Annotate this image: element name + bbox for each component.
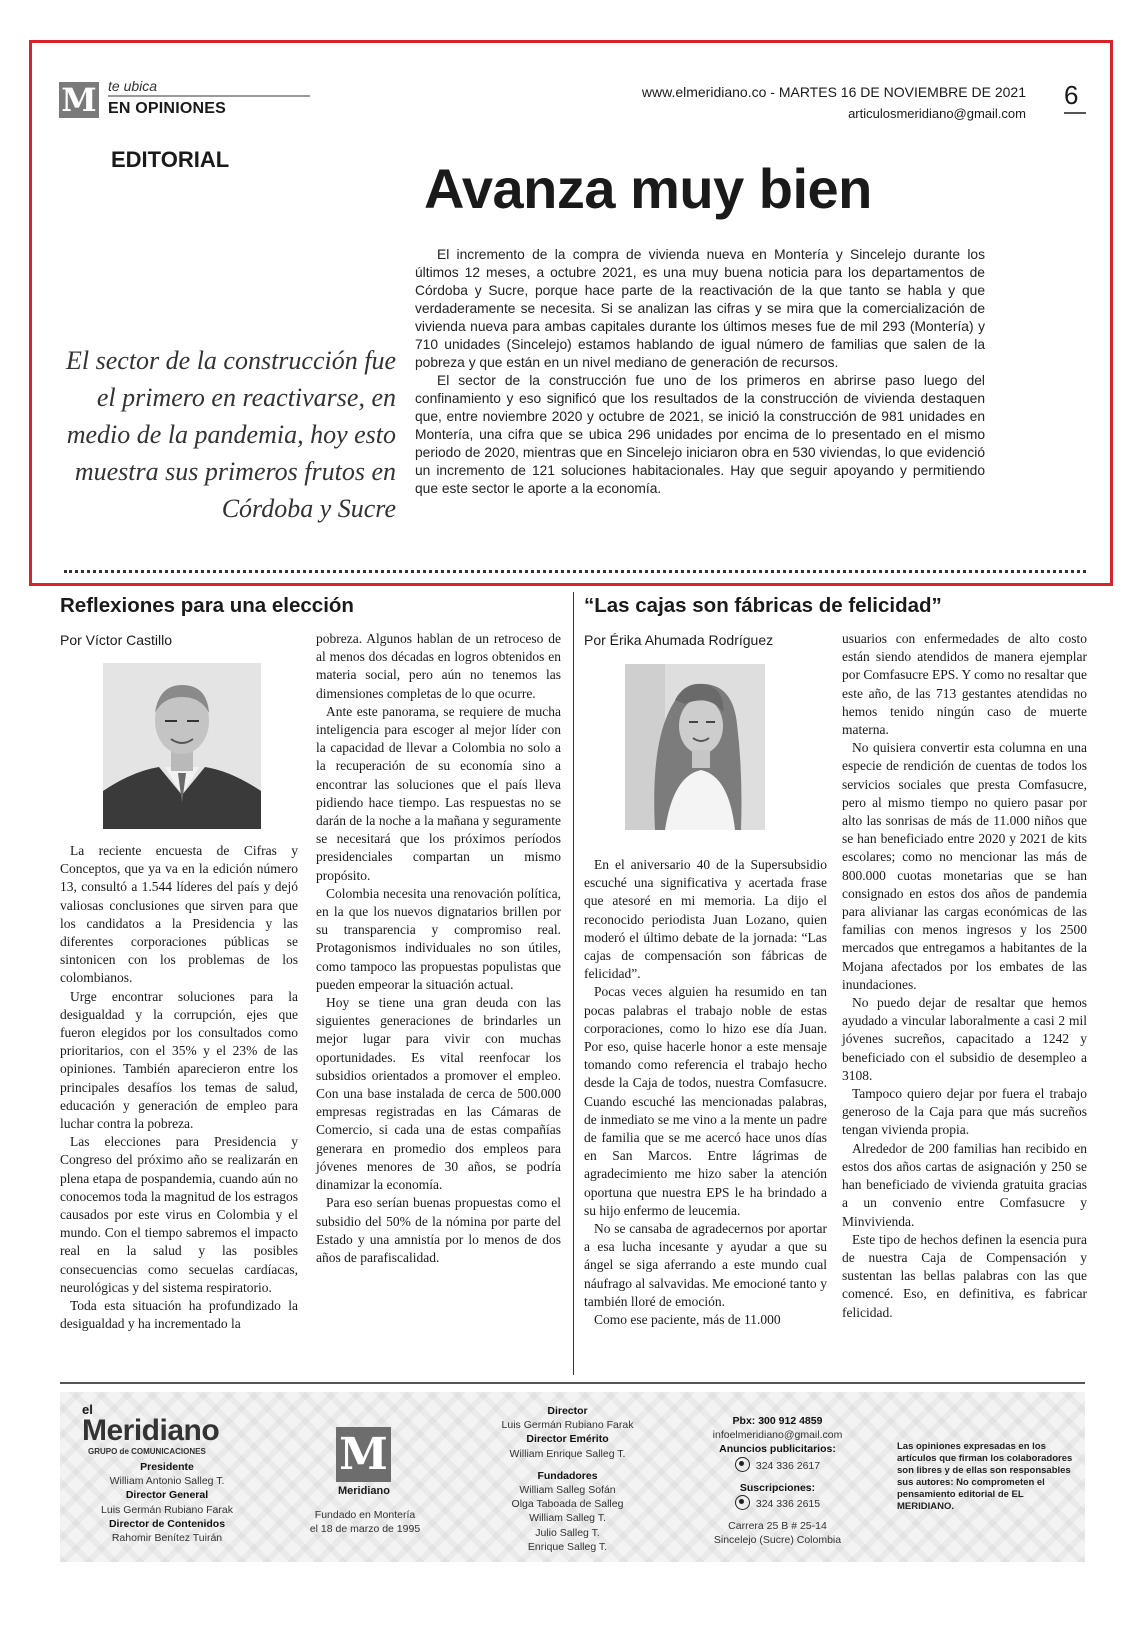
founder-name: Julio Salleg T. <box>535 1526 600 1539</box>
left-column-title: Reflexiones para una elección <box>60 594 354 617</box>
founder-name: Olga Taboada de Salleg <box>511 1498 624 1511</box>
founded-line: el 18 de marzo de 1995 <box>309 1523 421 1536</box>
article-paragraph: usuarios con enfermedades de alto costo están siendo atendidos de manera ejemplar por Comfasucre EPS. Y como no resaltar que este año, de las 713 gestantes atendidas no hemos tenido ningún caso de muerte materna. <box>842 631 1087 738</box>
founder-name: Enrique Salleg T. <box>527 1540 608 1553</box>
footer-staff-center <box>480 1404 655 1554</box>
address-line: Carrera 25 B # 25-14 <box>728 1520 827 1533</box>
article-paragraph: Para eso serían buenas propuestas como el subsidio del 50% de la nómina por parte del Estado y una amnistía por lo menos de dos años de parafiscalidad. <box>316 1195 561 1265</box>
staff-label: Fundadores <box>537 1469 598 1482</box>
editorial-headline: Avanza muy bien <box>424 157 872 220</box>
footer-logo-mark: M <box>336 1427 391 1482</box>
article-paragraph: Las elecciones para Presidencia y Congreso del próximo año se realizarán en plena etapa de pospandemia, cuando aún no conocemos toda la magnitud de los estragos causados por este virus en Colombia y el mundo. Con el tiempo sabremos el impacto real en la salud y las posibles consecuencias como secuelas cardíacas, neurológicas y del sistema respiratorio. <box>60 1134 298 1295</box>
ads-phone: 324 336 2617 <box>755 1459 821 1472</box>
subscriptions-phone-row <box>690 1495 865 1511</box>
article-paragraph: En el aniversario 40 de la Supersubsidio escuché una significativa y acertada frase que atesoré en mi memoria. La dijo el reconocido periodista Juan Lozano, quien moderó el último debate de la jornada: “Las cajas de compensación son fábricas de felicidad”. <box>584 857 827 982</box>
ads-label: Anuncios publicitarios: <box>719 1443 836 1456</box>
footer-logo-text: Meridiano <box>338 1485 390 1497</box>
editorial-body <box>415 246 985 498</box>
left-column-byline: Por Víctor Castillo <box>60 632 173 648</box>
left-column-text-b <box>316 630 561 1267</box>
site-and-date: www.elmeridiano.co - MARTES 16 DE NOVIEMBRE DE 2021 <box>641 84 1026 100</box>
footer-founded <box>300 1508 430 1536</box>
article-paragraph: Tampoco quiero dejar por fuera el trabajo generoso de la Caja para que más sucreños tengan vivienda propia. <box>842 1086 1087 1138</box>
address-line: Sincelejo (Sucre) Colombia <box>713 1534 842 1547</box>
staff-label: Director de Contenidos <box>108 1517 226 1530</box>
staff-label: Director <box>547 1405 588 1417</box>
article-paragraph: Ante este panorama, se requiere de mucha inteligencia para escoger al mejor líder con la capacidad de llevar a Colombia no solo a la recuperación de su economía sino a encontrar las soluciones que el país lleva pidiendo hace tiempo. Las respuestas no se darán de la noche a la mañana y seguramente se necesitará que los próximos períodos presidenciales compartan un mismo propósito. <box>316 703 561 883</box>
article-paragraph: Hoy se tiene una gran deuda con las siguientes generaciones de brindarles un mejor lugar para vivir con muchas oportunidades. Es vital reenfocar los subsidios orientados a promover el empleo. Con una base instalada de cerca de 500.000 empresas registradas en las Cámaras de Comercio, si cada una de estas compañías generara en promedio dos empleos para jóvenes menores de 30 años, se podría dinamizar la economía. <box>316 995 561 1193</box>
founder-name: William Salleg T. <box>529 1512 606 1525</box>
article-paragraph: No puedo dejar de resaltar que hemos ayudado a vincular laboralmente a casi 2 mil jóvenes sucreños, capacitado a 1242 y beneficiado con el subsidio de desempleo a 3108. <box>842 995 1087 1083</box>
info-email: infoelmeridiano@gmail.com <box>712 1429 843 1442</box>
staff-label: Director General <box>125 1489 209 1502</box>
article-paragraph: No se cansaba de agradecernos por aportar a esa lucha incesante y ayudar a que su ángel se siga aferrando a este mundo cual náufrago al salvavidas. Me emocioné tanto y también lloré de emoción. <box>584 1221 827 1309</box>
dotted-divider <box>64 570 1086 573</box>
brand-subtitle: GRUPO de COMUNICACIONES <box>88 1447 206 1456</box>
staff-name: Rahomir Benítez Tuirán <box>111 1532 223 1545</box>
article-paragraph: Como ese paciente, más de 11.000 <box>594 1312 781 1328</box>
brand-name: Meridiano <box>82 1414 220 1447</box>
right-column-text-a <box>584 856 827 1329</box>
article-paragraph: Toda esta situación ha profundizado la desigualdad y ha incrementado la <box>60 1298 298 1332</box>
author-photo-erika-ahumada <box>625 664 765 830</box>
footer-contact <box>690 1414 865 1548</box>
staff-name: William Enrique Salleg T. <box>509 1447 626 1460</box>
whatsapp-icon <box>735 1457 750 1472</box>
section-title: EN OPINIONES <box>108 100 226 117</box>
logo-divider <box>108 95 310 97</box>
author-photo-victor-castillo <box>103 663 261 829</box>
staff-name: Luis Germán Rubiano Farak <box>501 1419 634 1432</box>
footer-divider <box>60 1382 1085 1384</box>
subscriptions-phone: 324 336 2615 <box>755 1498 821 1511</box>
editorial-paragraph: El incremento de la compra de vivienda nueva en Montería y Sincelejo durante los últimos 12 meses, a octubre 2021, es una muy buena noticia para los departamentos de Córdoba y Sucre, porque hace parte de la reactivación de la que tanto se habla y que verdaderamente se necesita. Si se analizan las cifras y se mira que la comercialización de vivienda nueva para ambas capitales durante los últimos meses fue de mil 293 (Montería) y 710 unidades (Sincelejo) estamos hablando de igual número de familias que salen de la pobreza y que están en un nivel mediano de generación de recursos. <box>415 247 985 370</box>
staff-label: Presidente <box>140 1461 194 1473</box>
editorial-pull-quote: El sector de la construcción fue el primero en reactivarse, en medio de la pandemia, hoy esto muestra sus primeros frutos en Córdoba y Sucre <box>66 346 396 523</box>
page-number-underline <box>1064 112 1086 114</box>
right-column-byline: Por Érika Ahumada Rodríguez <box>584 632 774 648</box>
footer-disclaimer: Las opiniones expresadas en los artículos que firman los colaboradores son libres y de ellas son responsables sus autores: No comprometen el pensamiento editorial de EL MERIDIANO. <box>897 1441 1073 1512</box>
article-paragraph: La reciente encuesta de Cifras y Conceptos, que ya va en la edición número 13, consultó a 1.544 líderes del país y dejó valiosas conclusiones que sirven para que los candidatos a la Presidencia y las diferentes corporaciones públicas se sintonicen con los problemas de los colombianos. <box>60 843 298 986</box>
footer-staff-left <box>82 1460 252 1545</box>
article-paragraph: Urge encontrar soluciones para la desigualdad y la corrupción, ejes que fueron elegidos por los consultados como prioritarios, con el 35% y el 23% de las opiniones. También aparecieron entre los principales desafíos los temas de salud, educación y generación de empleo para luchar contra la pobreza. <box>60 988 298 1132</box>
left-column-text-a <box>60 842 298 1333</box>
article-paragraph: Este tipo de hechos definen la esencia pura de nuestra Caja de Compensación y sustentan las bellas palabras con las que comencé. Eso, en definitiva, es fabricar felicidad. <box>842 1231 1087 1320</box>
logo-tagline: te ubica <box>108 78 158 94</box>
editorial-paragraph: El sector de la construcción fue uno de los primeros en abrirse paso luego del confinamiento y eso significó que los resultados de la construcción de vivienda destaquen que, entre noviembre 2020 y octubre de 2021, se inició la construcción de 981 unidades en Montería, una cifra que se ubica 296 unidades por encima de lo presentado en el mismo periodo de 2020, mientras que en Sincelejo iniciaron obra en 530 viviendas, lo que evidenció un incremento de 121 soluciones habitacionales. Hay que seguir apoyando y permitiendo que este sector le aporte a la economía. <box>415 373 985 496</box>
brand-el: el <box>82 1402 93 1417</box>
staff-name: Luis Germán Rubiano Farak <box>101 1503 233 1516</box>
contact-email: articulosmeridiano@gmail.com <box>848 106 1026 121</box>
founded-line: Fundado en Montería <box>314 1509 416 1521</box>
staff-label: Director Emérito <box>526 1433 609 1446</box>
article-paragraph: pobreza. Algunos hablan de un retroceso de al menos dos décadas en logros obtenidos en materia social, pero aún no tenemos las dimensiones completas de lo que ocurre. <box>316 631 561 701</box>
column-divider <box>573 592 574 1375</box>
whatsapp-icon <box>735 1495 750 1510</box>
ads-phone-row <box>690 1457 865 1473</box>
article-paragraph: No quisiera convertir esta columna en una especie de rendición de cuentas de todos los servicios sociales que presta Comfasucre, pero al mismo tiempo no quiero pasar por alto las sonrisas de más de 11.000 niños que se han beneficiado entre 2020 y 2021 de kits escolares; como no mencionar las más de 800.000 cuotas monetarias que se han consignado en estos dos años de pandemia para alivianar las cargas económicas de las familias con menos ingresos y los 2500 mercados que entregamos a habitantes de la Mojana afectados por los embates de las inundaciones. <box>842 740 1087 992</box>
staff-name: William Antonio Salleg T. <box>109 1475 225 1488</box>
article-paragraph: Alrededor de 200 familias han recibido en estos dos años cartas de asignación y 250 se han beneficiado de vivienda gratuita gracias a un convenio entre Comfasucre y Minvivienda. <box>842 1140 1087 1229</box>
editorial-label: EDITORIAL <box>111 147 230 172</box>
right-column-title: “Las cajas son fábricas de felicidad” <box>584 594 942 617</box>
article-paragraph: Colombia necesita una renovación política, en la que los nuevos dignatarios brillen por su transparencia y compromiso real. Protagonismos individuales no son útiles, como tampoco las propuestas populistas que pueden empeorar la situación actual. <box>316 885 561 992</box>
page-number: 6 <box>1064 80 1079 110</box>
meridiano-logo-mark: M <box>59 82 99 118</box>
article-paragraph: Pocas veces alguien ha resumido en tan pocas palabras el trabajo noble de estas corporaciones, como lo hizo ese día Juan. Por eso, quise hacerle honor a este mensaje tomando como referencia el trabajo hecho desde la Caja de todos, nuestra Comfasucre. Cuando escuché las mencionadas palabras, de inmediato se me vino a la mente un padre de familia que se me acercó hace unos días en San Marcos. Entre lágrimas de agradecimiento me hizo saber la atención oportuna que nuestra EPS le ha brindado a su hijo enfermo de leucemia. <box>584 984 827 1218</box>
subscriptions-label: Suscripciones: <box>739 1481 816 1494</box>
founder-name: William Salleg Sofán <box>519 1484 616 1497</box>
right-column-text-b <box>842 630 1087 1322</box>
pbx: Pbx: 300 912 4859 <box>732 1415 823 1427</box>
